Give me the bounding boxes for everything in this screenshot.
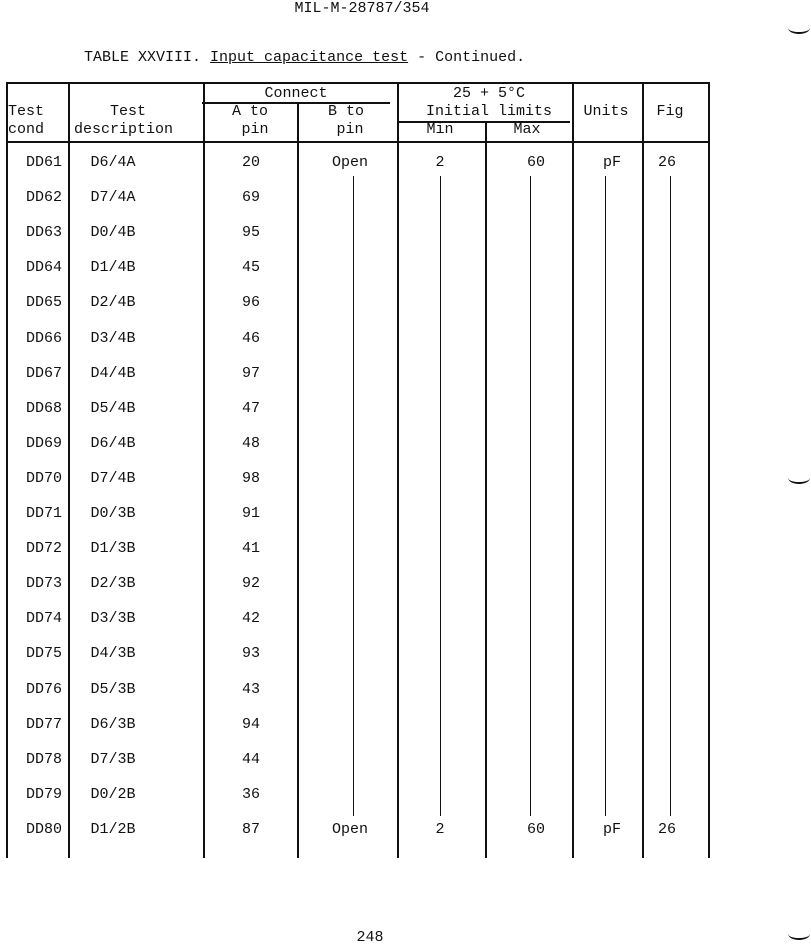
cell-a-pin: 92 — [241, 575, 261, 593]
cell-a-pin: 20 — [241, 154, 261, 171]
cell-test-cond: DD79 — [25, 785, 63, 803]
cell-test-cond: DD73 — [25, 575, 63, 593]
ditto-line-fig — [670, 176, 671, 816]
header-cond: cond — [8, 121, 45, 138]
cell-a-pin: 87 — [241, 820, 261, 838]
header-connect: Connect — [264, 85, 328, 102]
cell-test-description: D7/4A — [90, 189, 136, 207]
cell-test-description: D1/2B — [90, 820, 136, 838]
cell-min: 2 — [435, 820, 445, 838]
cell-test-cond: DD62 — [25, 189, 63, 207]
cell-test-cond: DD65 — [25, 294, 63, 312]
cell-test-description: D6/3B — [90, 715, 136, 733]
header-test-2: Test — [109, 103, 147, 120]
table-title — [84, 49, 525, 66]
cell-test-cond: DD71 — [25, 505, 63, 522]
cell-test-cond: DD75 — [25, 645, 63, 663]
cell-test-cond: DD67 — [25, 364, 63, 382]
cell-test-description: D4/4B — [90, 364, 136, 382]
cell-a-pin: 69 — [241, 189, 261, 207]
cell-test-description: D0/3B — [90, 505, 136, 522]
cell-test-description: D5/3B — [90, 680, 136, 698]
cell-a-pin: 46 — [241, 329, 261, 347]
cell-test-description: D7/3B — [90, 750, 136, 768]
cell-test-description: D1/3B — [90, 540, 136, 558]
cell-test-cond: DD78 — [25, 750, 63, 768]
cell-test-description: D0/4B — [90, 224, 136, 242]
table-title-underlined: Input capacitance test — [210, 49, 409, 66]
ditto-line-min — [440, 176, 441, 816]
cell-test-description: D3/4B — [90, 329, 136, 347]
col-line-min — [485, 121, 487, 858]
cell-a-pin: 98 — [241, 469, 261, 487]
table-title-prefix: TABLE XXVIII. — [84, 49, 202, 66]
header-a-to: A to — [231, 103, 269, 120]
cell-test-cond: DD69 — [25, 434, 63, 452]
cell-test-description: D0/2B — [90, 785, 136, 803]
cell-a-pin: 97 — [241, 364, 261, 382]
col-line-max — [572, 82, 574, 858]
cell-test-description: D5/4B — [90, 399, 136, 417]
cell-b-pin: Open — [331, 820, 369, 838]
cell-test-description: D4/3B — [90, 645, 136, 663]
margin-mark-middle — [788, 472, 810, 484]
header-max: Max — [513, 121, 541, 138]
cell-test-description: D7/4B — [90, 469, 136, 487]
margin-mark-top — [788, 22, 810, 34]
cell-b-pin: Open — [331, 154, 369, 171]
cell-max: 60 — [526, 820, 546, 838]
cell-test-cond: DD70 — [25, 469, 63, 487]
ditto-line-b-pin — [353, 176, 354, 816]
cell-a-pin: 41 — [241, 540, 261, 558]
cell-test-description: D6/4B — [90, 434, 136, 452]
header-initial-limits: Initial limits — [425, 103, 553, 120]
col-line-desc — [203, 82, 205, 858]
cell-test-description: D2/3B — [90, 575, 136, 593]
cell-test-description: D3/3B — [90, 610, 136, 628]
col-line-units — [642, 82, 644, 858]
cell-test-cond: DD72 — [25, 540, 63, 558]
cell-test-cond: DD61 — [25, 154, 63, 171]
table-title-suffix: - Continued. — [417, 49, 526, 66]
header-fig: Fig — [656, 103, 684, 120]
cell-test-cond: DD80 — [25, 820, 63, 838]
cell-units: pF — [602, 820, 622, 838]
header-test: Test — [8, 103, 45, 120]
header-bottom-border — [6, 141, 708, 143]
cell-fig: 26 — [657, 154, 677, 171]
cell-a-pin: 36 — [241, 785, 261, 803]
header-min: Min — [426, 121, 454, 138]
cell-a-pin: 45 — [241, 259, 261, 277]
cell-a-pin: 94 — [241, 715, 261, 733]
cell-a-pin: 42 — [241, 610, 261, 628]
col-line-apin — [297, 104, 299, 858]
cell-test-cond: DD76 — [25, 680, 63, 698]
ditto-line-units — [605, 176, 606, 816]
cell-min: 2 — [435, 154, 445, 171]
cell-a-pin: 95 — [241, 224, 261, 242]
cell-test-cond: DD64 — [25, 259, 63, 277]
cell-max: 60 — [526, 154, 546, 171]
cell-test-cond: DD68 — [25, 399, 63, 417]
document-id: MIL-M-28787/354 — [294, 0, 430, 17]
cell-a-pin: 93 — [241, 645, 261, 663]
cell-test-cond: DD74 — [25, 610, 63, 628]
cell-test-cond: DD77 — [25, 715, 63, 733]
limits-underline — [398, 121, 570, 123]
cell-test-description: D1/4B — [90, 259, 136, 277]
margin-mark-bottom — [788, 928, 810, 940]
page-number: 248 — [356, 929, 384, 946]
col-line-cond — [68, 82, 70, 858]
col-line-right — [708, 82, 710, 858]
header-temperature: 25 + 5°C — [452, 85, 526, 102]
col-line-left — [6, 82, 8, 858]
header-b-to: B to — [327, 103, 365, 120]
cell-units: pF — [602, 154, 622, 171]
cell-a-pin: 44 — [241, 750, 261, 768]
header-b-pin: pin — [336, 121, 364, 138]
ditto-line-max — [530, 176, 531, 816]
cell-test-description: D6/4A — [90, 154, 136, 171]
cell-fig: 26 — [657, 820, 677, 838]
cell-a-pin: 47 — [241, 399, 261, 417]
cell-a-pin: 96 — [241, 294, 261, 312]
header-units: Units — [583, 103, 629, 120]
cell-test-cond: DD63 — [25, 224, 63, 242]
cell-a-pin: 48 — [241, 434, 261, 452]
cell-test-description: D2/4B — [90, 294, 136, 312]
cell-a-pin: 43 — [241, 680, 261, 698]
cell-test-cond: DD66 — [25, 329, 63, 347]
header-description: description — [74, 121, 174, 138]
col-line-bpin — [397, 82, 399, 858]
table-top-border — [6, 82, 708, 84]
header-a-pin: pin — [241, 121, 269, 138]
cell-a-pin: 91 — [241, 505, 261, 522]
